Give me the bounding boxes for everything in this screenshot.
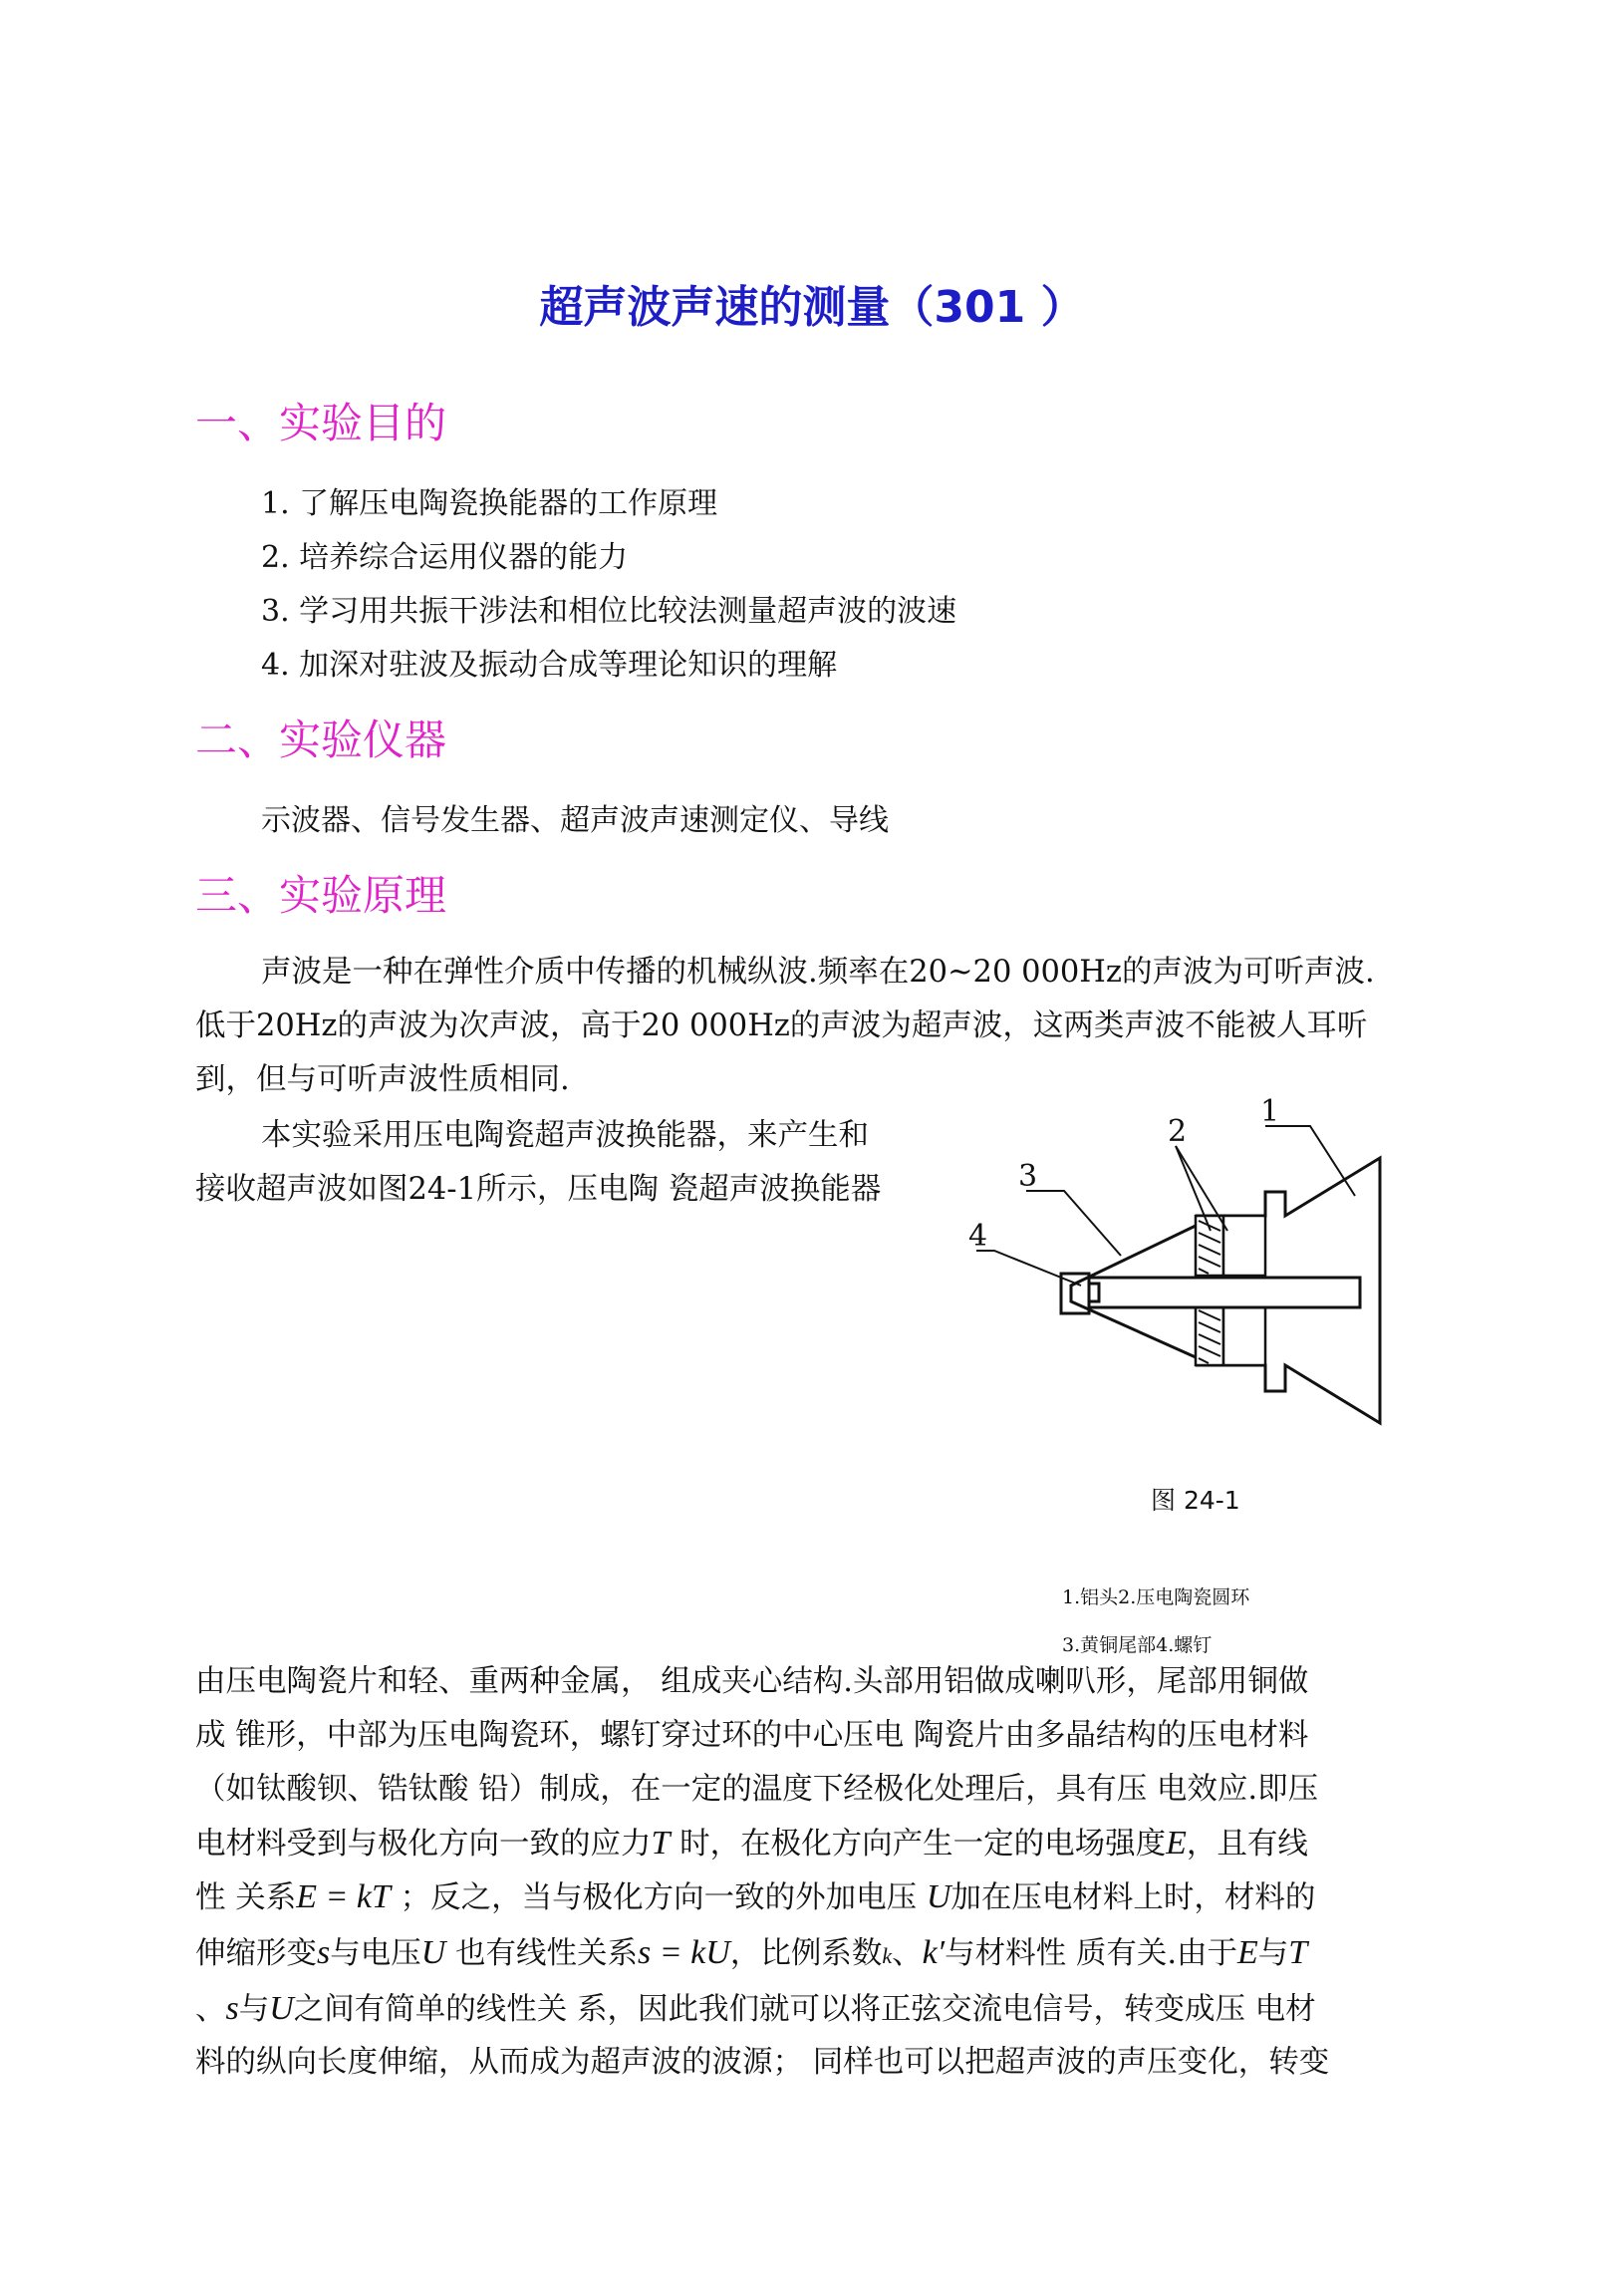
text-segment: 性 关系 [195,1880,297,1915]
label-4: 4 [968,1219,988,1254]
symbol-U: U [926,1878,951,1915]
label-1: 1 [1260,1096,1280,1129]
principle-p3-line-2: 成 锥形，中部为压电陶瓷环，螺钉穿过环的中心压电 陶瓷片由多晶结构的压电材料 [195,1718,1309,1753]
text-segment: 与电压 [330,1936,421,1971]
text-segment: 时，在极化方向产生一定的电场强度 [670,1827,1167,1862]
label-2: 2 [1168,1114,1188,1149]
text-segment: 伸缩形变 [195,1936,317,1971]
screw [1089,1278,1360,1307]
text-segment: 之间有简单的线性关 系，因此我们就可以将正弦交流电信号，转变成压 电材 [293,1992,1316,2027]
purpose-item-3: 3. 学习用共振干涉法和相位比较法测量超声波的波速 [261,594,957,629]
text-segment: 、 [195,1992,226,2027]
symbol-U: U [269,1990,294,2027]
principle-p3-line-3: （如钛酸钡、锆钛酸 铅）制成，在一定的温度下经极化处理后，具有压 电效应.即压 [195,1772,1319,1807]
figure-legend-line-2: 3.黄铜尾部4.螺钉 [1062,1634,1213,1656]
principle-p1-line-2: 低于20Hz的声波为次声波，高于20 000Hz的声波为超声波，这两类声波不能被人耳听 [195,1008,1368,1043]
text-segment: 与材料性 质有关.由于 [945,1936,1238,1971]
text-segment: 与 [238,1992,270,2027]
section-heading-purpose: 一、实验目的 [195,399,447,447]
principle-p3-line-1: 由压电陶瓷片和轻、重两种金属， 组成夹心结构.头部用铝做成喇叭形，尾部用铜做 [195,1664,1309,1699]
purpose-item-4: 4. 加深对驻波及振动合成等理论知识的理解 [261,648,838,683]
text-segment: 也有线性关系 [445,1936,638,1971]
principle-p3-line-5 [195,1877,1315,1918]
text-segment: 与 [1257,1936,1289,1971]
symbol-k: k [882,1943,893,1968]
equation-s-ku: s = kU [638,1934,730,1971]
symbol-T: T [651,1825,671,1862]
principle-p3-line-8: 料的纵向长度伸缩，从而成为超声波的波源； 同样也可以把超声波的声压变化，转变 [195,2045,1330,2080]
text-segment: 加在压电材料上时，材料的 [950,1880,1316,1915]
label-3: 3 [1018,1159,1038,1194]
figure-legend-line-1: 1.铝头2.压电陶瓷圆环 [1062,1586,1250,1608]
instruments-text: 示波器、信号发生器、超声波声速测定仪、导线 [261,803,889,838]
principle-p1-line-1: 声波是一种在弹性介质中传播的机械纵波.频率在20~20 000Hz的声波为可听声波. [261,955,1375,990]
text-segment: ，且有线 [1186,1827,1308,1862]
purpose-item-1: 1. 了解压电陶瓷换能器的工作原理 [261,486,718,521]
symbol-E: E [1237,1934,1258,1971]
symbol-U: U [420,1934,446,1971]
principle-p3-line-4 [195,1824,1308,1865]
text-segment: 、 [892,1936,923,1971]
equation-e-kt: E = kT [296,1878,391,1915]
text-segment: ，比例系数 [729,1936,883,1971]
leader-lines [976,1126,1355,1286]
section-heading-principle: 三、实验原理 [195,871,447,920]
principle-p3-line-6 [195,1933,1307,1976]
principle-p3-line-7 [195,1989,1316,2030]
purpose-item-2: 2. 培养综合运用仪器的能力 [261,540,629,575]
figure-caption: 图 24-1 [1151,1486,1240,1515]
symbol-s: s [225,1990,239,2027]
symbol-E: E [1166,1825,1187,1862]
symbol-s: s [317,1934,331,1971]
symbol-k-prime: k′ [922,1934,946,1971]
principle-p2-line-1: 本实验采用压电陶瓷超声波换能器，来产生和 [261,1118,869,1153]
transducer-diagram [956,1096,1405,1435]
page-title: 超声波声速的测量（301 ） [539,282,1085,333]
principle-p2-line-2: 接收超声波如图24-1所示，压电陶 瓷超声波换能器 [195,1172,882,1207]
text-segment: ；反之，当与极化方向一致的外加电压 [390,1880,927,1915]
principle-p1-line-3: 到，但与可听声波性质相同. [195,1062,570,1097]
symbol-T: T [1288,1934,1308,1971]
section-heading-instruments: 二、实验仪器 [195,716,447,764]
text-segment: 电材料受到与极化方向一致的应力 [195,1827,652,1862]
